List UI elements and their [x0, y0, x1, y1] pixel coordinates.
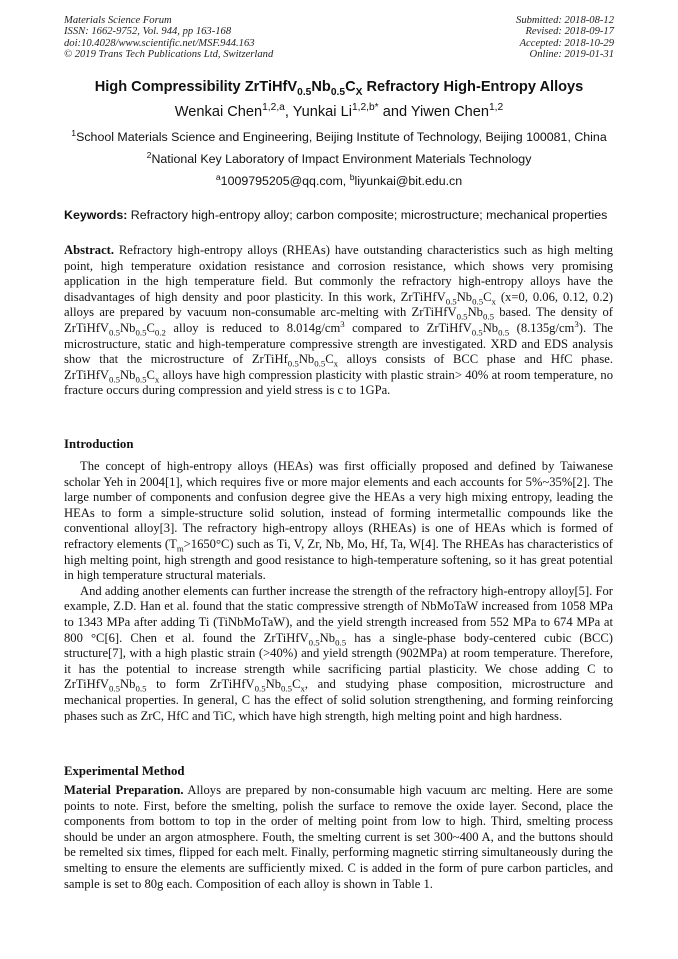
abstract-text: (8.135g/cm	[509, 320, 575, 335]
issn: ISSN: 1662-9752, Vol. 944, pp 163-168	[64, 26, 232, 38]
abstract-sub: 0.5	[287, 358, 299, 369]
keywords	[64, 208, 624, 222]
intro-text: , and studying phase composition, microstructure and mechanical properties. In general, C has the effect of solid solution strengthening, and forming reinforcing phases such as ZrC, HfC and TiC, which have high strength, high melting point and high hardness.	[64, 677, 613, 723]
intro-text: to form ZrTiHfV	[146, 677, 255, 692]
abstract-text: Nb	[467, 305, 483, 320]
affiliation-1	[30, 127, 648, 144]
abstract-text: alloys consists of BCC phase and HfC phase. ZrTiHfV	[64, 352, 614, 382]
abstract-text: ). The microstructure, static and high-temperature compressive strength are investigated. XRD and EDS analysis show that the microstructure of ZrTiHf	[64, 320, 613, 367]
submitted-date: Submitted: 2018-08-12	[516, 15, 614, 26]
abstract-sub: 0.5	[314, 358, 326, 369]
intro-text: Nb	[265, 677, 282, 692]
material-preparation-label: Material Preparation.	[64, 783, 184, 797]
abstract-text: based. The density of ZrTiHfV	[64, 305, 613, 335]
abstract-sub: 0.5	[482, 311, 494, 322]
author-affil-sup: 1,2,b*	[351, 102, 379, 114]
authors	[40, 104, 638, 120]
affil-text: National Key Laboratory of Impact Environment Materials Technology	[151, 152, 532, 166]
intro-sub: 0.5	[109, 683, 121, 694]
intro-sub: 0.5	[335, 637, 347, 648]
abstract-text: C	[146, 320, 155, 335]
abstract-sub: 0.5	[471, 327, 483, 338]
experimental-text: Alloys are prepared by non-consumable high vacuum arc melting. Here are some points to note. First, before the smelting, polish the surface to remove the oxide layer. Second, place the components from bottom to top in the order of melting point from low to high. Third, smelting process should be under an argon atmosphere. Fouth, the smelting current is set 300~400 A, and the buttons should be remelted six times, flipped for each melt. Finally, performing magnetic stirring simultaneously during the smelting to ensure the elements are sufficiently mixed. C is added in the form of pure carbon particles, and sample is set to 80g each. Composition of each alloy is shown in Table 1.	[64, 783, 613, 891]
abstract-text: alloy is reduced to 8.014g/cm	[165, 320, 341, 335]
affil-text: School Materials Science and Engineering, Beijing Institute of Technology, Beijing 100081, China	[76, 130, 607, 144]
abstract-text: Nb	[120, 320, 136, 335]
accepted-date: Accepted: 2018-10-29	[519, 37, 614, 49]
affil-sup: 2	[146, 149, 152, 160]
affiliation-2	[30, 149, 648, 166]
intro-paragraph-2	[64, 584, 613, 724]
experimental-heading: Experimental Method	[64, 764, 185, 778]
email-link[interactable]: liyunkai@bit.edu.cn	[354, 174, 463, 188]
introduction-body	[64, 459, 613, 724]
paper-title	[40, 79, 638, 98]
intro-text: The concept of high-entropy alloys (HEAs) was first officially proposed and defined by Taiwanese scholar Yeh in 2004[1], which requires five or more major elements and each accounts for 5%~35%[2]. The large number of components and confusion degree give the HEAs a very high mixing entropy, leading the HEAs to form a simple-structure solid solution, instead of forming intermetallic compounds like the conventional alloy[3]. The refractory high-entropy alloys (RHEAs) is one of HEAs which is formed of refractory elements (T	[64, 459, 613, 551]
abstract-sub: 0.2	[154, 327, 166, 338]
abstract-text: Nb	[482, 320, 499, 335]
journal-info	[64, 15, 273, 61]
abstract-label: Abstract.	[64, 243, 115, 257]
author-affil-sup: 1,2	[489, 102, 504, 114]
abstract-text: Nb	[298, 352, 315, 367]
title-text: Refractory High-Entropy Alloys	[362, 79, 584, 95]
author-emails	[30, 171, 648, 188]
author-affil-sup: 1,2,a	[262, 102, 285, 114]
abstract-text: alloys have high compression plasticity with plastic strain> 40% at room temperature, no fracture occurs during compression and yield stress is c to 1GPa.	[64, 367, 613, 398]
experimental-body	[64, 783, 613, 892]
title-sub: 0.5	[297, 86, 312, 98]
online-date: Online: 2019-01-31	[529, 49, 614, 61]
abstract-sub: x	[154, 374, 160, 385]
abstract-sub: 0.5	[109, 327, 121, 338]
intro-text: has a single-phase body-centered cubic (BCC) structure[7], with a high plastic strain (>40%) and yield strength (902MPa) at room temperature. Therefore, it has the potential to increase strength while sacrificing partial plasticity. We chose adding C to ZrTiHfV	[64, 630, 613, 692]
author-name: Wenkai Chen	[174, 104, 263, 120]
abstract-sub: 0.5	[135, 374, 147, 385]
title-sub: 0.5	[330, 86, 346, 98]
abstract-sup: 3	[340, 318, 345, 329]
email-sup: a	[215, 171, 221, 182]
abstract-text: Nb	[456, 289, 473, 304]
intro-sub: m	[176, 543, 184, 554]
abstract-sub: x	[333, 358, 339, 369]
abstract-sub: 0.5	[472, 296, 484, 307]
keywords-text: Refractory high-entropy alloy; carbon composite; microstructure; mechanical properties	[127, 208, 608, 222]
abstract-sub: 0.5	[109, 374, 121, 385]
introduction-heading: Introduction	[64, 437, 134, 451]
keywords-label: Keywords:	[64, 208, 128, 222]
title-sub: X	[355, 86, 363, 98]
intro-text: Nb	[120, 677, 136, 692]
email-sup: b	[349, 171, 355, 182]
abstract-sub: 0.5	[135, 327, 147, 338]
abstract-text: (x=0, 0.06, 0.12, 0.2) alloys are prepared by vacuum non-consumable arc-melting with ZrTiHfV	[64, 289, 613, 320]
abstract-sub: 0.5	[498, 327, 510, 338]
revised-date: Revised: 2018-09-17	[525, 26, 614, 38]
abstract-text: compared to ZrTiHfV	[344, 320, 472, 335]
abstract-text: C	[325, 352, 334, 367]
intro-sub: 0.5	[281, 683, 293, 694]
journal-name: Materials Science Forum	[64, 15, 172, 26]
abstract-sup: 3	[574, 318, 579, 329]
abstract-text: Refractory high-entropy alloys (RHEAs) have outstanding characteristics such as high melting point, high temperature oxidation resistance and corrosion resistance, which shows very promising application in the high temperature field. But commonly the refractory high-entropy alloys have the disadvantages of high density and poor plasticity. In this work, ZrTiHfV	[64, 243, 613, 304]
intro-sub: 0.5	[135, 683, 147, 694]
author-name: and Yiwen Chen	[378, 104, 489, 120]
intro-text: Nb	[319, 630, 336, 645]
intro-text: >1650°C) such as Ti, V, Zr, Nb, Mo, Hf, Ta, W[4]. The RHEAs has characteristics of high melting point, high strength and good resistance to high-temperature softening, so it has great potential in high temperature structural materials.	[64, 536, 613, 583]
copyright: © 2019 Trans Tech Publications Ltd, Switzerland	[64, 49, 274, 61]
publication-dates	[516, 15, 614, 61]
abstract-text: C	[146, 367, 155, 382]
title-text: Nb	[311, 79, 331, 95]
affil-sup: 1	[71, 127, 77, 138]
abstract-sub: 0.5	[456, 311, 468, 322]
intro-sub: 0.5	[254, 683, 266, 694]
intro-sub: 0.5	[308, 637, 320, 648]
abstract	[64, 243, 613, 399]
email-link[interactable]: 1009795205@qq.com,	[220, 174, 350, 188]
abstract-text: C	[483, 289, 492, 304]
intro-text: And adding another elements can further increase the strength of the refractory high-entropy alloy[5]. For example, Z.D. Han et al. found that the static compressive strength of NbMoTaW increased from 1058 MPa to 1343 MPa after adding Ti (TiNbMoTaW), and the yield strength increased from 552 MPa to 674 MPa at 800 °C[6]. Chen et al. found the ZrTiHfV	[64, 583, 613, 645]
abstract-text: Nb	[120, 367, 136, 382]
title-text: High Compressibility ZrTiHfV	[94, 79, 298, 95]
author-name: , Yunkai Li	[284, 104, 352, 120]
title-text: C	[345, 79, 356, 95]
doi: doi:10.4028/www.scientific.net/MSF.944.163	[64, 37, 255, 49]
intro-paragraph-1	[64, 459, 613, 584]
intro-text: C	[292, 677, 301, 692]
abstract-sub: 0.5	[445, 296, 457, 307]
intro-sub: x	[300, 683, 305, 694]
abstract-sub: x	[491, 296, 496, 307]
